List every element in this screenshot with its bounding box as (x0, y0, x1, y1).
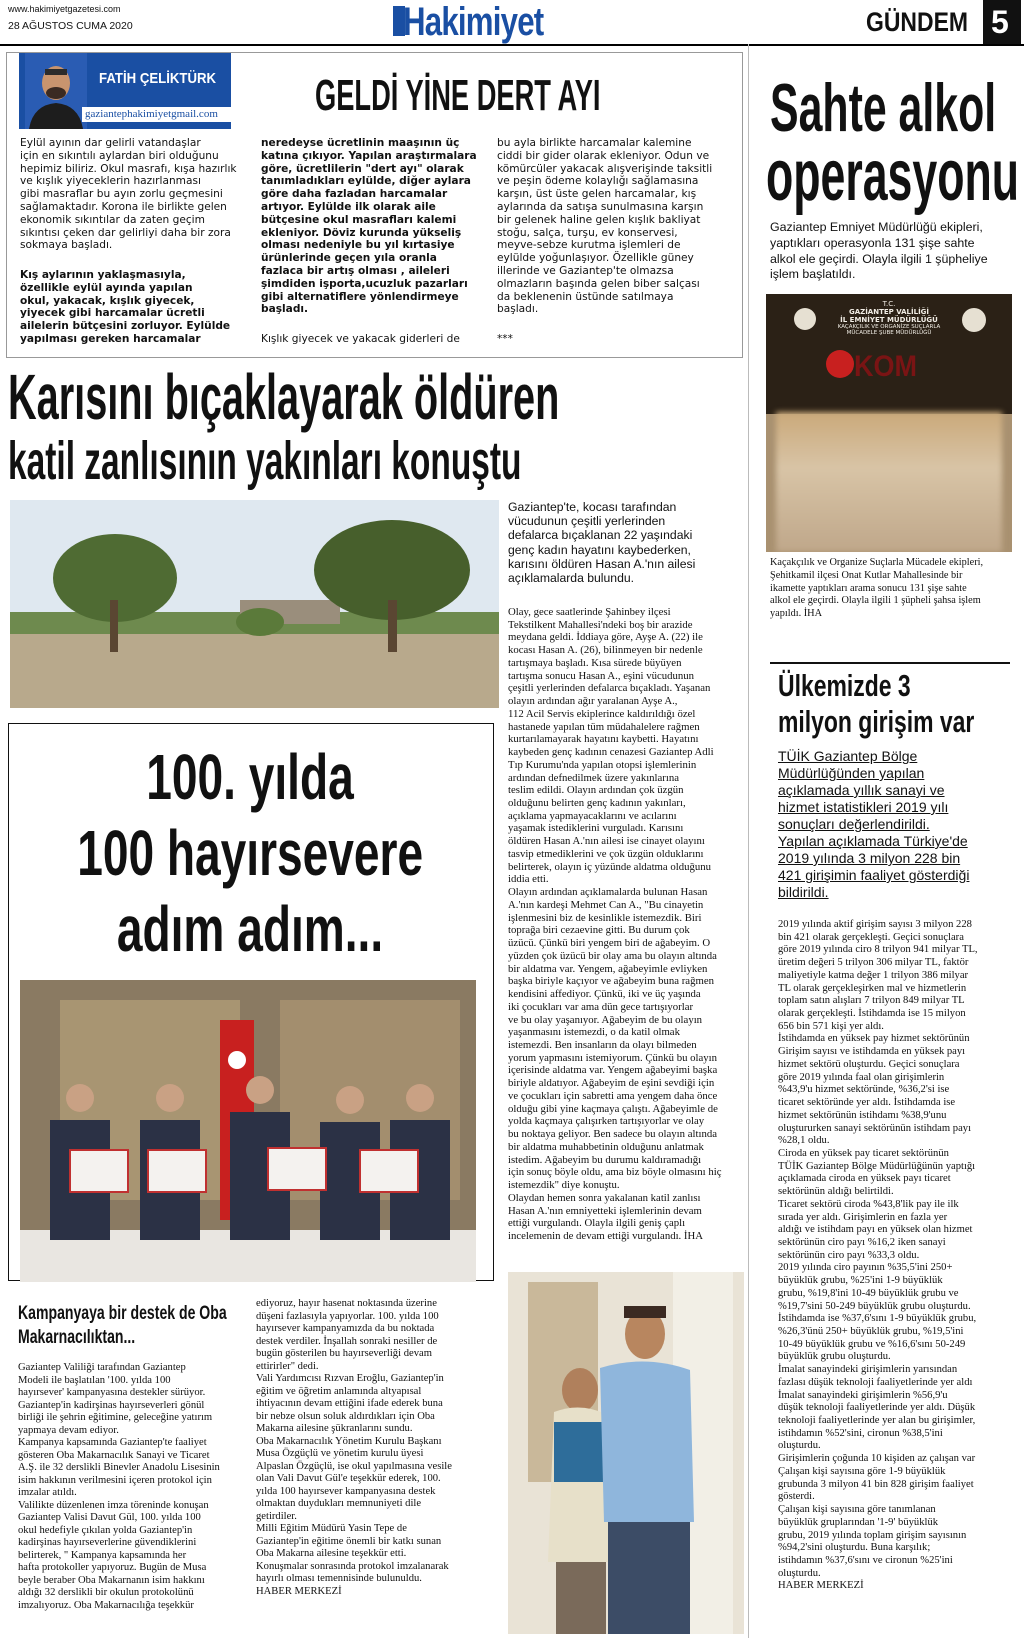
girisim-body: 2019 yılında aktif girişim sayısı 3 milyon 228 bin 421 olarak gerçekleşti. Geçici sonuçlara göre 2019 yılında ciro 8 trilyon 941 milyar TL, üretim değeri 5 trilyon 306 milyar TL, faktör maliyetiyle katma değer 1 trilyon 386 milyar TL olarak gerçekleşirken mal ve hizmetlerin toplam satın alışları 7 trilyon 849 milyar TL olarak gerçekleşti. İstihdamda ise 15 milyon 656 bin 571 kişi yer aldı. İstihdamda en yüksek pay hizmet sektörünün Girişim sayısı ve istihdamda en yüksek payı hizmet sektörü oluşturdu. Geçici sonuçlara göre 2019 yılında faal olan girişimlerin %43,9'u hizmet sektöründe, %36,2'si ise ticaret sektöründe yer aldı. İstihdamda ise hizmet sektörünün istihdamı %38,9'unu oluştururken sanayi sektörünün istihdam payı %28,1 oldu. Ciroda en yüksek pay ticaret sektörünün TÜİK Gaziantep Bölge Müdürlüğünün yaptığı açıklamada ciroda en yüksek payı ticaret sektörünün aldığı belirtildi. Ticaret sektörü ciroda %43,8'lik pay ile ilk sırada yer aldı. Girişimlerin en fazla yer aldığı ve istihdam payı en yüksek olan hizmet sektörünün ciro payı %16,2 iken sanayi sektörünün ciro payı %33,3 oldu. 2019 yılında ciro payının %35,5'ini 250+ büyüklük grubu, %25'ini 1-9 büyüklük grubu, %19,8'ini 10-49 büyüklük grubu ve %19,7'sini 50-249 büyüklük grubu oluşturdu. İstihdamda ise %37,6'sını 1-9 büyüklük grubu, %26,3'ünü 250+ büyüklük grubu, %19,5'ini 10-49 büyüklük grubu ve %16,6'sını 50-249 büyüklük grubu oluşturdu. İmalat sanayindeki girişimlerin yarısından fazlası düşük teknoloji faaliyetlerinde yer aldı İmalat sanayindeki girişimlerin %56,9'u düşük teknoloji faaliyetlerinde yer aldı. Düşük teknoloji faaliyetlerinde yer alan bu girişimler, istihdamın %52'sini, cironun %38,5'ini oluşturdu. Girişimlerin çoğunda 10 kişiden az çalışan var Çalışan kişi sayısına göre 1-9 büyüklük grubunda 3 milyon 41 bin 828 girişim faaliyet gösterdi. Çalışan kişi sayısına göre tanımlanan büyüklük gruplarından '1-9' büyüklük grubu, 2019 yılında toplam girişim sayısının %94,2'sini oluşturdu. Buna karşılık; istihdamın %37,6'sını ve cironun %25'ini oluşturdu. HABER MERKEZİ (778, 919, 978, 1592)
column-text-3-end: *** (497, 333, 513, 345)
banner-kom: KOM (854, 350, 917, 383)
website-url[interactable]: www.hakimiyetgazetesi.com (8, 4, 121, 14)
column-text-2: neredeyse ücretlinin maaşının üç katına çıkıyor. Yapılan araştırmalara göre, ücretlilerin "dert ayı" olarak tanımladıkları eylülde, diğer aylara göre daha fazladan harcamalar artıyor. Eylülde ilk olarak aile bütçesine okul masrafları kalemi ekleniyor. Döviz kurunda yükseliş olması nedeniyle bu yıl kırtasiye ürünlerinde geçen yıla oranla fazlaca bir artış olması , aileleri şimdiden işporta,ucuzluk pazarları gibi alternatiflere yönlendirmeye başladı. (261, 137, 477, 316)
banner-line-2: İL EMNİYET MÜDÜRLÜĞÜ (840, 316, 938, 324)
main-headline-2: katil zanlısının yakınları konuştu (8, 431, 522, 491)
alkol-headline-2: operasyonu (766, 136, 1020, 216)
girisim-headline-2: milyon girişim var (778, 704, 975, 739)
column-text-1-bold: Kış aylarının yaklaşmasıyla, özellikle eylül ayında yapılan okul, yakacak, kışlık giyecek, yiyecek gibi harcamalar ücretli ailelerin bütçesini zorluyor. Eylülde yapılması gereken harcamalar (20, 269, 231, 345)
hayir-col-2: ediyoruz, hayır hasenat noktasında üzerine düşeni fazlasıyla yapıyorlar. 100. yılda 100 hayırsever kampanyamızda da bu noktada destek verdiler. İnşallah sonraki nesiller de bugün gösterilen bu hayırseverliği devam ettirirler" dedi. Vali Yardımcısı Rızvan Eroğlu, Gaziantep'in eğitim ve öğretim anlamında altyapısal ihtiyacının devam ettiğini ifade ederek buna bir nebze olsun soluk aldırdıkları için Oba Makarna ailesine şükranlarını sundu. Oba Makarnacılık Yönetim Kurulu Başkanı Musa Özgüçlü ve yönetim kurulu üyesi Alpaslan Özgüçlü, ise okul yapılmasına vesile olan Vali Davut Gül'e teşekkür ederek, 100. yılda 100 hayırsever kampanyasına destek olmaktan duydukları memnuniyeti dile getirdiler. Milli Eğitim Müdürü Yasin Tepe de Gaziantep'in eğitime önemli bir katkı sunan Oba Makarna ailesine teşekkür etti. Konuşmalar sonrasında protokol imzalanarak hayırlı olması temennisinde bulunuldu. HABER MERKEZİ (256, 1298, 452, 1597)
column-box (6, 52, 743, 358)
column-title: GELDİ YİNE DERT AYI (315, 71, 601, 120)
hayir-col-1: Gaziantep Valiliği tarafından Gaziantep Modeli ile başlatılan '100. yılda 100 hayırsever' kampanyasına destekler sürüyor. Gaziantep'in kadirşinas hayırseverleri gönül birliği ile şehrin eğitimine, geleceğine yatırım yapmaya devam ediyor. Kampanya kapsamında Gaziantep'te faaliyet gösteren Oba Makarnacılık Sanayi ve Ticaret A.Ş. ile 32 derslikli Binevler Anadolu Lisesinin isim hakkının verilmesini içeren protokol için imzalar atıldı. Valilikte düzenlenen imza töreninde konuşan Gaziantep Valisi Davut Gül, 100. yılda 100 okul hedefiyle çıkılan yolda Gaziantep'in kadirşinas hayırseverlerine güvendiklerini belirterek, " Kampanya kapsamında her hafta protokoller yapıyoruz. Bugün de Musa beyle beraber Oba Makarnanın isim hakkını aldığı 32 derslikli bir okulun protokolünü imzalıyoruz. Oba Makarnacılığa teşekkür (18, 1362, 220, 1611)
column-text-2-end: Kışlık giyecek ve yakacak giderleri de (261, 333, 460, 345)
girisim-lead: TÜİK Gaziantep Bölge Müdürlüğünden yapılan açıklamada yıllık sanayi ve hizmet istatistikleri 2019 yılı sonuçları değerlendirildi. Yapılan açıklamada Türkiye'de 2019 yılında 3 milyon 228 bin 421 girişimin faaliyet gösterdiği bildirildi. (778, 748, 970, 900)
banner-tc: T.C. (882, 300, 896, 308)
field-photo (10, 500, 499, 708)
header-rule (0, 44, 1024, 46)
newspaper-logo[interactable]: Hakimiyet (393, 4, 583, 42)
alkol-caption: Kaçakçılık ve Organize Suçlarla Mücadele ekipleri, Şehitkamil ilçesi Onat Kutlar Mahallesinde bir ikamette yaptıkları arama sonucu 131 şişe sahte alkol ele geçirdi. Olayla ilgili 1 şüpheli şahsa işlem yapıldı. İHA (770, 557, 984, 620)
alkol-headline-1: Sahte alkol (770, 70, 997, 146)
hayir-subhead: Kampanyaya bir destek de Oba Makarnacılıktan... (18, 1303, 227, 1348)
issue-date: 28 AĞUSTOS CUMA 2020 (8, 20, 133, 32)
author-name: FATİH ÇELİKTÜRK (99, 70, 217, 87)
banner-line-1: GAZİANTEP VALİLİĞİ (848, 308, 930, 316)
police-photo (766, 294, 1012, 552)
bottles-blurred (776, 412, 1002, 552)
column-divider (748, 44, 749, 1638)
hayir-headline (10, 741, 490, 965)
page-number-badge: 5 (983, 0, 1021, 44)
girisim-headline-1: Ülkemizde 3 (778, 668, 911, 703)
column-text-3: bu ayla birlikte harcamalar kalemine ciddi bir gider olarak ekleniyor. Odun ve kömürcüler yakacak alışverişinde taksitli ve peşin ödeme kolaylığı sağlamasına karşın, üst üste gelen harcamalar, kış aylarında da satışa sunulmasına karşın bir gelenek haline gelen kışlık bakliyat stoğu, salça, turşu, ev konservesi, meyve-sebze kurutma işlemleri de eylülde yoğunlaşıyor. Özellikle güney illerinde ve Gaziantep'te olmazsa olmazların başında gelen biber salçası da beklenenin üstünde satılmaya başladı. (497, 137, 713, 316)
section-title: GÜNDEM (866, 7, 968, 37)
author-email[interactable]: gaziantephakimiyetgmail.com (85, 108, 218, 120)
author-photo (25, 53, 87, 129)
banner-line-4: MÜCADELE ŞUBE MÜDÜRLÜĞÜ (846, 330, 932, 336)
main-lead: Gaziantep'te, kocası tarafından vücudunun çeşitli yerlerinden defalarca bıçaklanan 22 yaşındaki genç kadın hayatını kaybederken, karısını öldüren Hasan A.'nın ailesi açıklamalarda bulundu. (508, 500, 696, 586)
alkol-lead: Gaziantep Emniyet Müdürlüğü ekipleri, yaptıkları operasyonla 131 şişe sahte alkol ele geçirdi. Olayla ilgili 1 şüpheliye işlem başlatıldı. (770, 220, 988, 282)
main-headline-1: Karısını bıçaklayarak öldüren (8, 361, 560, 433)
main-body: Olay, gece saatlerinde Şahinbey ilçesi Tekstilkent Mahallesi'ndeki boş bir arazide meydana geldi. İddiaya göre, Ayşe A. (22) ile kocası Hasan A. (26), bilinmeyen bir nedenle tartışmaya başladı. Kısa sürede büyüyen tartışma sonucu Hasan A., eşini vücudunun çeşitli yerlerinden defalarca bıçakladı. Yaşanan olayın ardından ağır yaralanan Ayşe A., 112 Acil Servis ekiplerince kaldırıldığı özel hastanede yapılan tüm müdahalelere rağmen kurtarılamayarak hayatını kaybetti. Hayatını kaybeden genç kadının cenazesi Gaziantep Adli Tıp Kurumu'nda yapılan otopsi işlemlerinin ardından defnedilmek üzere yakınlarına teslim edildi. Olayın ardından çok üzgün olduğunu belirten genç kadının yakınları, açıklama yapmayacaklarını ve acılarını yaşamak istediklerini vurguladı. Karısını öldüren Hasan A.'nın ailesi ise cinayet olayını tasvip etmediklerini ve çok üzgün olduklarını belirterek, olayın iç yüzünde aldatma olduğunu iddia etti. Olayın ardından açıklamalarda bulunan Hasan A.'nın kardeşi Mehmet Can A., "Bu cinayetin işlenmesini biz de kesinlikle istemezdik. Biri toprağa biri cezaevine gitti. Bu durum çok üzücü. Çünkü biri yengem biri de ağabeyim. O yüzden çok üzücü bir olay ama bu olayın altında bir aldatma var. Yengem, ağabeyimle evliyken başka biriyle kaçıyor ve ağabeyim buna rağmen kendisini affediyor. Çünkü, iki ve üç yaşında iki çocukları var ama dün gece tartışıyorlar ve bu olay yaşanıyor. Ağabeyim de bu olayın yaşanmasını istemezdi, o da katil olmak istemezdi. Ben insanların da olayı bilmeden yorum yapmasını istemiyorum. Çünkü bu olayın içerisinde aldatma var. Yengem ağabeyimi başka biriyle aldatıyor. Ağabeyim de eşini sevdiği için ve çocukları için sabretti ama yengem daha önce olduğu gibi yine kaçmaya çalıştı. Ağabeyimle de yolda kaçmaya çalışırken tartışıyorlar ve olay bu noktaya geliyor. Ben sadece bu olayın altında bir aldatma muhabbetinin olduğunu anlatmak istedim. Ağabeyim bu durumu kaldıramadığı için sonuç böyle oldu, ama biz böyle olmasını hiç istemezdik" diye konuştu. Olaydan hemen sonra yakalanan katil zanlısı Hasan A.'nın emniyetteki işlemlerinin devam ettiği vurgulandı. Olayla ilgili geniş çaplı incelemenin de devam ettiği vurgulandı. İHA (508, 606, 722, 1242)
flag-icon (826, 350, 854, 378)
column-text-1: Eylül ayının dar gelirli vatandaşlar için en sıkıntılı aylardan biri olduğunu hepimiz biliriz. Okul masrafı, kışa hazırlık ve kışlık yiyeceklerin hazırlanması gibi masraflar bu ayın zorlu geçmesini sağlamaktadır. Korona ile birlikte gelen ekonomik sıkıntılar da zaten geçim sıkıntısı çeken dar gelirliyi daha bir zora sokmaya başladı. (20, 137, 237, 252)
girisim-top-rule (770, 662, 1010, 664)
hayir-headline-line2: 100 hayırsevere (77, 817, 424, 889)
banner-line-3: KAÇAKÇILIK VE ORGANİZE SUÇLARLA (837, 324, 941, 330)
hayir-headline-line3: adım adım... (116, 893, 384, 965)
hayir-headline-line1: 100. yılda (146, 741, 354, 813)
ceremony-photo (20, 980, 476, 1282)
couple-photo (508, 1272, 744, 1634)
